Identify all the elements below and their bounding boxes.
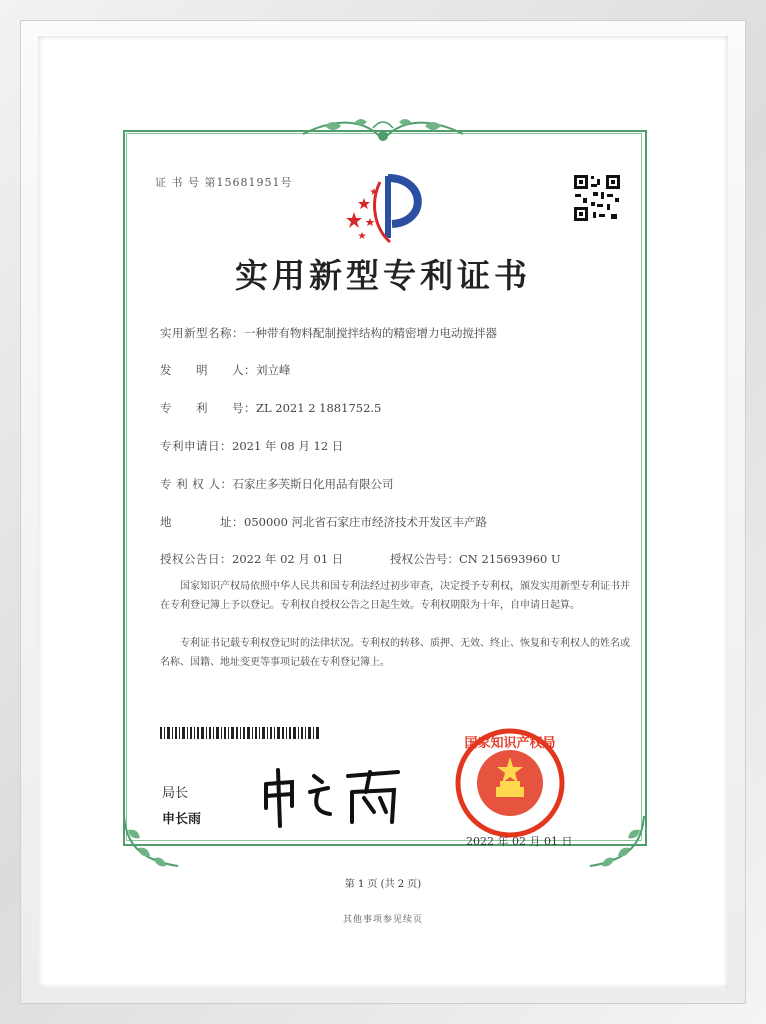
field-label: 授权公告日： bbox=[160, 552, 232, 566]
top-ornament-icon bbox=[295, 114, 471, 144]
field-label: 专利申请日： bbox=[160, 439, 232, 453]
patent-logo-icon bbox=[340, 172, 430, 244]
certificate-paragraph-2: 专利证书记载专利权登记时的法律状况。专利权的转移、质押、无效、终止、恢复和专利权人的姓名或名称、国籍、地址变更等事项记载在专利登记簿上。 bbox=[160, 638, 630, 668]
bottom-right-ornament-icon bbox=[580, 812, 650, 872]
field-label: 地 址： bbox=[160, 515, 244, 529]
field-value: 2022 年 02 月 01 日 bbox=[232, 552, 344, 566]
signature-icon bbox=[258, 762, 408, 832]
field-filing-date bbox=[160, 438, 343, 454]
certificate-number: 证 书 号 第15681951号 bbox=[155, 176, 293, 189]
official-seal-icon bbox=[454, 727, 566, 839]
field-value: 050000 河北省石家庄市经济技术开发区丰产路 bbox=[244, 515, 488, 529]
seal-text: 国家知识产权局 bbox=[464, 736, 556, 751]
field-value: CN 215693960 U bbox=[459, 552, 561, 566]
field-value: 石家庄多芙斯日化用品有限公司 bbox=[232, 477, 394, 491]
qr-code-icon bbox=[573, 174, 621, 222]
field-patentee bbox=[160, 476, 393, 492]
page-number: 第 1 页 (共 2 页) bbox=[344, 879, 422, 890]
field-label: 发 明 人： bbox=[160, 363, 256, 377]
field-value: 一种带有物料配制搅拌结构的精密增力电动搅拌器 bbox=[244, 326, 497, 340]
footer-note: 其他事项参见续页 bbox=[342, 915, 423, 925]
field-value: 2021 年 08 月 12 日 bbox=[232, 439, 344, 453]
seal-date: 2022 年 02 月 01 日 bbox=[466, 835, 573, 848]
field-inventor bbox=[160, 362, 291, 378]
field-grant-date bbox=[160, 551, 343, 567]
field-patent-number bbox=[160, 400, 381, 416]
barcode-icon bbox=[160, 727, 320, 739]
certificate-paragraph-1: 国家知识产权局依照中华人民共和国专利法经过初步审查，决定授予专利权，颁发实用新型专利证书并在专利登记簿上予以登记。专利权自授权公告之日起生效。专利权期限为十年，自申请日起算。 bbox=[160, 581, 630, 611]
field-utility-name bbox=[160, 325, 497, 341]
field-address bbox=[160, 514, 487, 530]
field-label: 专 利 权 人： bbox=[160, 477, 233, 491]
field-label: 专 利 号： bbox=[160, 401, 256, 415]
bureau-title: 局长 bbox=[162, 786, 189, 801]
field-label: 实用新型名称： bbox=[160, 326, 244, 340]
bureau-name: 申长雨 bbox=[162, 812, 202, 827]
field-label: 授权公告号： bbox=[390, 552, 459, 566]
field-grant-number bbox=[390, 551, 561, 567]
certificate-title: 实用新型专利证书 bbox=[235, 256, 531, 295]
patent-certificate bbox=[70, 72, 696, 952]
field-value: ZL 2021 2 1881752.5 bbox=[256, 401, 382, 415]
field-value: 刘立峰 bbox=[256, 363, 291, 377]
